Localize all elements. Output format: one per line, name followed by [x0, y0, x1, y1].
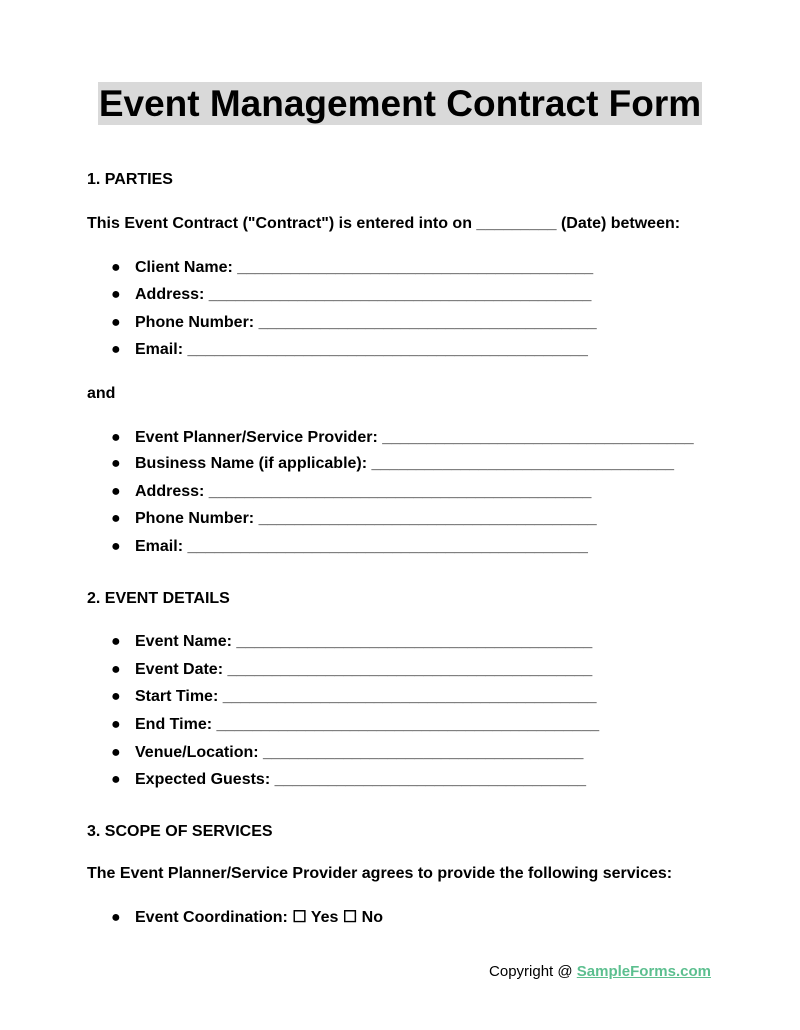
provider-email-field: Email: _____________________________________________: [135, 538, 588, 555]
bullet: ●: [111, 510, 121, 527]
provider-field: Event Planner/Service Provider: ___________________________________: [135, 429, 694, 446]
bullet: ●: [111, 716, 121, 733]
end-time-field: End Time: ___________________________________________: [135, 716, 600, 733]
parties-intro: This Event Contract ("Contract") is entered into on _________ (Date) between:: [87, 215, 681, 232]
client-name-field: Client Name: ________________________________________: [135, 259, 594, 276]
client-address-field: Address: ___________________________________________: [135, 286, 592, 303]
client-phone-field: Phone Number: ______________________________________: [135, 314, 597, 331]
list-item: [111, 313, 597, 333]
event-date-field: Event Date: _________________________________________: [135, 661, 593, 678]
footer: [489, 963, 711, 980]
list-item: [111, 908, 383, 928]
list-item: [111, 258, 593, 278]
list-item: [111, 537, 588, 557]
bullet: ●: [111, 633, 121, 650]
list-item: [111, 428, 694, 448]
list-item: [111, 454, 674, 474]
bullet: ●: [111, 771, 121, 788]
start-time-field: Start Time: __________________________________________: [135, 688, 597, 705]
provider-address-field: Address: ___________________________________________: [135, 483, 592, 500]
bullet: ●: [111, 314, 121, 331]
list-item: [111, 743, 583, 763]
business-name-field: Business Name (if applicable): __________________________________: [135, 455, 675, 472]
section-heading-event-details: 2. EVENT DETAILS: [87, 590, 230, 607]
page-title: Event Management Contract Form: [98, 83, 702, 124]
list-item: [111, 509, 597, 529]
list-item: [111, 482, 591, 502]
expected-guests-field: Expected Guests: ___________________________________: [135, 771, 587, 788]
and-text: and: [87, 385, 116, 402]
list-item: [111, 285, 591, 305]
bullet: ●: [111, 455, 121, 472]
bullet: ●: [111, 688, 121, 705]
bullet: ●: [111, 429, 121, 446]
bullet: ●: [111, 483, 121, 500]
copyright-text: Copyright @: [489, 963, 577, 980]
list-item: [111, 715, 599, 735]
scope-intro: The Event Planner/Service Provider agrees to provide the following services:: [87, 865, 673, 882]
bullet: ●: [111, 909, 121, 926]
bullet: ●: [111, 661, 121, 678]
list-item: [111, 770, 586, 790]
list-item: [111, 660, 592, 680]
list-item: [111, 632, 592, 652]
section-heading-parties: 1. PARTIES: [87, 171, 173, 188]
title-wrap: [0, 82, 800, 125]
bullet: ●: [111, 259, 121, 276]
provider-phone-field: Phone Number: ______________________________________: [135, 510, 597, 527]
bullet: ●: [111, 538, 121, 555]
bullet: ●: [111, 341, 121, 358]
section-heading-scope: 3. SCOPE OF SERVICES: [87, 823, 273, 840]
sampleforms-link[interactable]: SampleForms.com: [576, 963, 711, 980]
venue-field: Venue/Location: ____________________________________: [135, 744, 584, 761]
event-coordination-field: Event Coordination: ☐ Yes ☐ No: [135, 909, 383, 926]
bullet: ●: [111, 744, 121, 761]
event-name-field: Event Name: ________________________________________: [135, 633, 593, 650]
list-item: [111, 340, 588, 360]
bullet: ●: [111, 286, 121, 303]
client-email-field: Email: _____________________________________________: [135, 341, 588, 358]
list-item: [111, 687, 596, 707]
